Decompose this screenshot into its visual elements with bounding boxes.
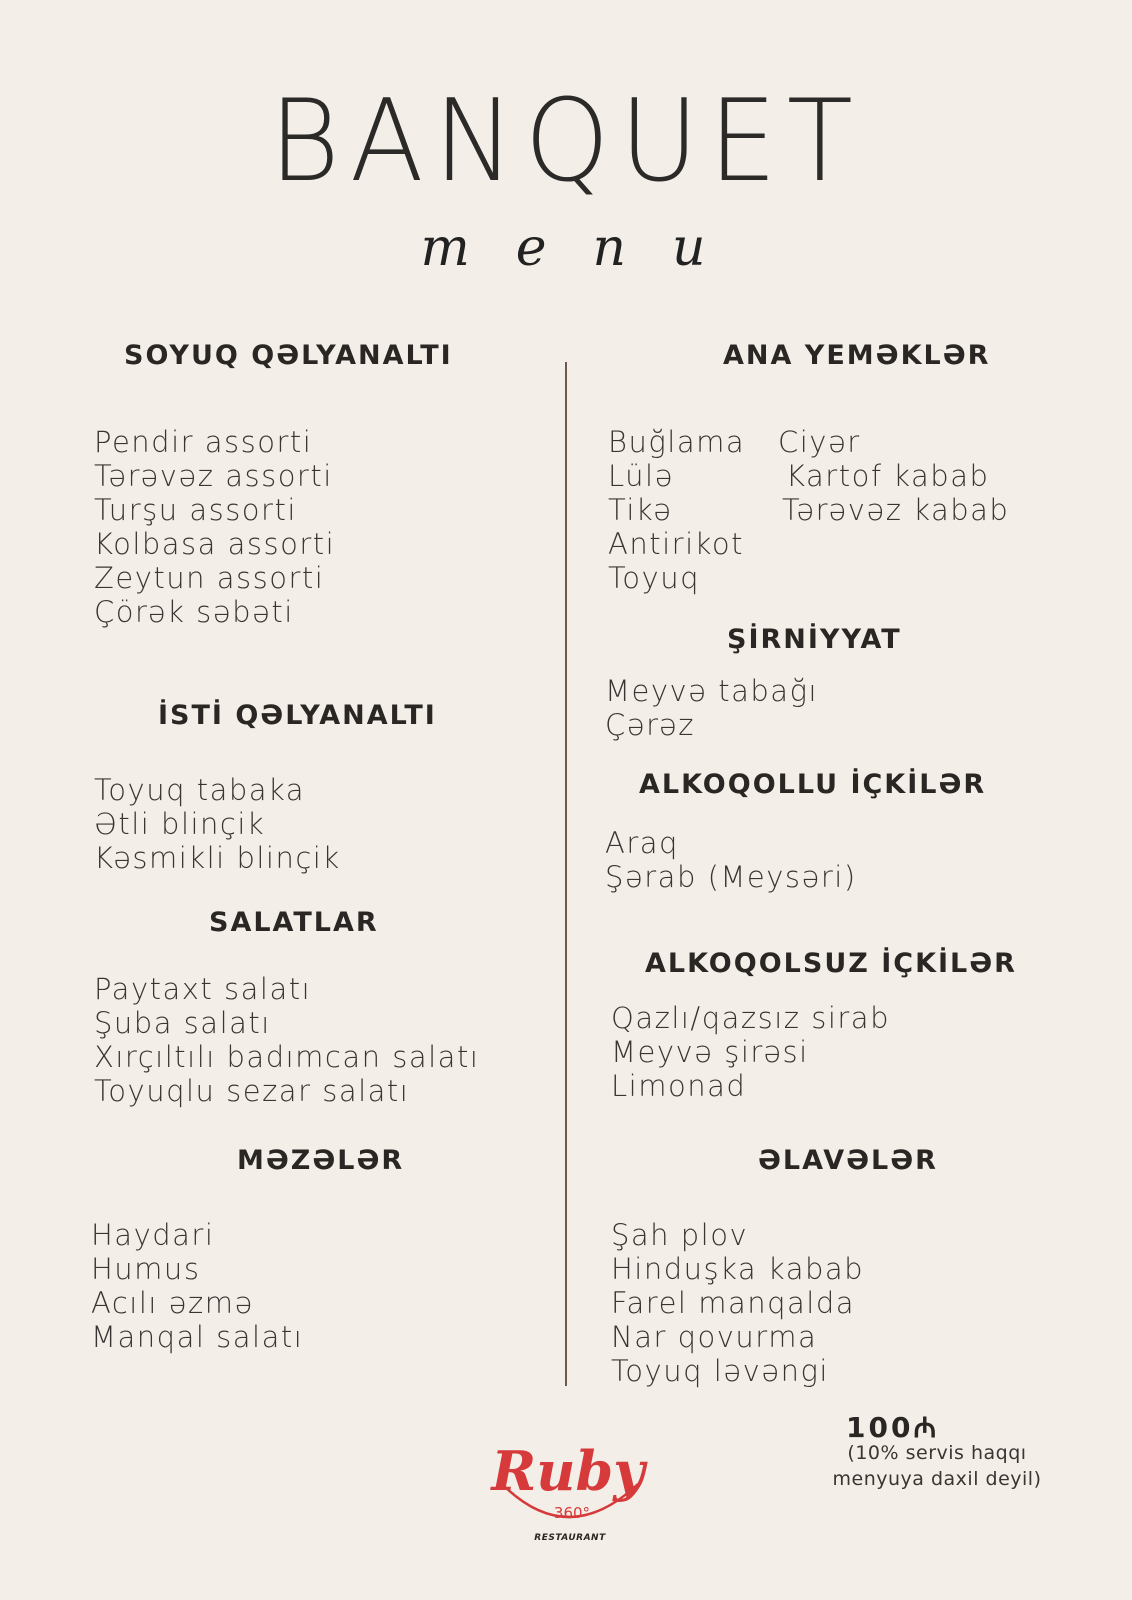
menu-item: Limonad: [611, 1069, 747, 1103]
menu-item: Şuba salatı: [94, 1006, 271, 1040]
menu-title: BANQUET: [269, 75, 863, 208]
section-title-salatlar: SALATLAR: [209, 907, 379, 938]
menu-item: Acılı əzmə: [91, 1286, 254, 1320]
menu-item: Kolbasa assorti: [94, 527, 336, 561]
section-title-sirniyyat: ŞİRNİYYAT: [727, 624, 902, 655]
section-title-isti: İSTİ QƏLYANALTI: [158, 700, 437, 731]
menu-item: Toyuq: [608, 561, 700, 595]
menu-item: Zeytun assorti: [94, 561, 325, 595]
menu-item: Tərəvəz kabab: [782, 493, 1010, 527]
menu-item: Kartof kabab: [786, 459, 990, 493]
menu-item: Toyuqlu sezar salatı: [94, 1074, 410, 1108]
service-note: [822, 1440, 1052, 1492]
menu-item: Antirikot: [608, 527, 744, 561]
menu-item: Şah plov: [611, 1218, 749, 1252]
menu-item: Pendir assorti: [94, 425, 313, 459]
menu-item: Lülə: [608, 459, 674, 493]
menu-item: Meyvə tabağı: [605, 674, 819, 708]
menu-item: Toyuq ləvəngi: [611, 1354, 829, 1388]
menu-item: Çərəz: [605, 708, 695, 742]
menu-item: Meyvə şirəsi: [611, 1035, 809, 1069]
section-title-mezeler: MƏZƏLƏR: [237, 1145, 405, 1176]
logo-tagline: RESTAURANT: [534, 1533, 606, 1543]
menu-item: Tikə: [608, 493, 673, 527]
section-title-soyuq: SOYUQ QƏLYANALTI: [124, 340, 453, 371]
logo-badge: 360°: [553, 1504, 591, 1522]
price-label: 100₼: [846, 1411, 940, 1444]
column-divider: [565, 362, 567, 1386]
menu-item: Tərəvəz assorti: [94, 459, 333, 493]
menu-item: Nar qovurma: [611, 1320, 818, 1354]
menu-item: Ətli blinçik: [94, 807, 266, 841]
ruby-restaurant-logo: [488, 1432, 648, 1552]
menu-item: Farel manqalda: [611, 1286, 856, 1320]
menu-item: Xırçıltılı badımcan salatı: [94, 1040, 480, 1074]
menu-item: Araq: [605, 826, 679, 860]
menu-item: Toyuq tabaka: [94, 773, 306, 807]
section-title-ana: ANA YEMƏKLƏR: [723, 340, 991, 371]
section-title-elaveler: ƏLAVƏLƏR: [758, 1145, 938, 1176]
menu-item: Haydari: [91, 1218, 215, 1252]
menu-item: Qazlı/qazsız sirab: [611, 1001, 890, 1035]
service-note-line1: (10% servis haqqı: [847, 1442, 1027, 1464]
menu-item: Humus: [91, 1252, 201, 1286]
section-title-alkoqolsuz: ALKOQOLSUZ İÇKİLƏR: [645, 948, 1017, 979]
menu-item: Manqal salatı: [91, 1320, 304, 1354]
menu-item: Turşu assorti: [94, 493, 297, 527]
section-title-alkoqollu: ALKOQOLLU İÇKİLƏR: [639, 769, 987, 800]
menu-subtitle: menu: [420, 218, 752, 278]
menu-item: Buğlama: [608, 425, 746, 459]
menu-item: Ciyər: [778, 425, 861, 459]
menu-item: Çörək səbəti: [94, 595, 294, 629]
menu-item: Hinduşka kabab: [611, 1252, 865, 1286]
menu-item: Paytaxt salatı: [94, 972, 312, 1006]
service-note-line2: menyuya daxil deyil): [832, 1468, 1042, 1490]
logo-wordmark: Ruby: [491, 1439, 645, 1503]
menu-item: Kəsmikli blinçik: [94, 841, 341, 875]
menu-item: Şərab (Meysəri): [605, 860, 857, 894]
